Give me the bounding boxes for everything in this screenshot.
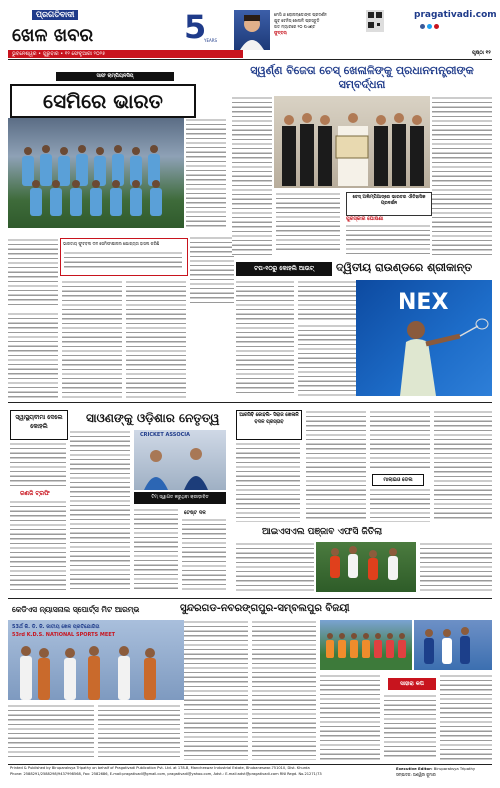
lead-col-2 — [62, 280, 122, 398]
bottom-right-headline: ସୁନ୍ଦରଗଡ-ନବରଙ୍ଗପୁର-ସମ୍ବଲପୁର ବିଜୟୀ — [180, 603, 350, 614]
dateline-bar — [8, 50, 243, 58]
anniversary-number: 5 — [184, 8, 207, 46]
mid-right-sub-box — [372, 474, 424, 486]
lead-col-4 — [190, 236, 234, 306]
teaser-3: ଗତ ମ୍ୟାଚରେ ୨୦ ପଏଣ୍ଟ — [274, 24, 316, 29]
bottom-col-2 — [252, 620, 316, 760]
mid-right-col-4 — [370, 488, 430, 522]
footer-rule — [8, 764, 492, 765]
editor-line-2: ସମ୍ପାଦକ: ଅଶ୍ୱିନୀ କୁମାର — [396, 772, 436, 777]
kabaddi-col-2 — [420, 542, 492, 594]
photo-sign-cricket: CRICKET ASSOCIA — [140, 432, 190, 438]
mid-center-col-2 — [134, 508, 178, 590]
lead-col-1 — [8, 312, 58, 398]
pm-headline: ସ୍ୱର୍ଣ୍ଣ ବିଜେତା ଚେସ୍ ଖେଳାଳିଙ୍କୁ ପ୍ରଧାନମନ୍ତ୍ରୀଙ୍କ ସମ୍ବର୍ଦ୍ଧନା — [250, 64, 474, 91]
editor-label: Executive Editor: — [396, 766, 433, 771]
lead-caption: ଭାରତୀୟ ଫୁଟବଲ ଦଳ ସେମିଫାଇନାଲ ଯୋଗ୍ୟତା ହାସଲ କରିଛି — [63, 241, 160, 246]
mid-center-col-3 — [182, 518, 226, 590]
twitter-icon[interactable] — [427, 24, 432, 29]
page-number: ପୃଷ୍ଠା ୧୨ — [472, 50, 491, 56]
kds-banner-photo — [8, 620, 184, 700]
mid-left-col-a — [10, 442, 66, 486]
srikanth-headline: ଦ୍ୱିତୀୟ ରାଉଣ୍ଡରେ ଶ୍ରୀକାନ୍ତ — [336, 261, 473, 274]
bottom-col-3 — [320, 674, 380, 760]
lead-headline-box — [10, 84, 196, 118]
srikanth-col-1 — [236, 280, 294, 396]
srikanth-col-3 — [298, 324, 356, 396]
kohli-side-bar — [236, 262, 332, 276]
mid-center-col-1 — [70, 430, 130, 590]
mid-center-photo — [134, 430, 226, 490]
srikanth-col-2 — [298, 280, 356, 320]
team-photo — [320, 620, 412, 670]
bottom-col-4 — [384, 694, 436, 760]
mid-right-col-1 — [236, 442, 300, 522]
brand-name: ପ୍ରଗତିବାଦୀ — [32, 10, 78, 20]
pm-sub-red: ପୁରସ୍କାର ଘୋଷଣା — [346, 216, 384, 222]
footer-line-2: Phone: 2588291/2588298/9437998568, Fax: 2582686, E-mail:pragativadi@gmail.com, pragativadi@yahoo.com, Advt.: E-mail:advt@pragativadi.com RNI Regd. No.21271/73 — [10, 772, 322, 776]
pm-col-3 — [346, 224, 430, 256]
bottom-col-left-b — [98, 704, 180, 760]
bottom-col-left-a — [8, 704, 94, 760]
anniversary-label: YEARS — [204, 38, 218, 43]
teaser-red: ଫୁଟ୍ବଲ୍ — [274, 30, 287, 35]
pm-sub-box — [346, 192, 432, 216]
mid-left-head-box — [10, 410, 68, 440]
mid-left-head: ସ୍ୱାସ୍ଥ୍ୟବୀମା ଦେଲେ କୋହଲି — [15, 414, 63, 430]
pm-sub-box-text: ଚେସ୍ ଅଲିମ୍ପିଆଡ୍ରେ ଭାରତର ଐତିହାସିକ ପ୍ରଦର୍ଶନ — [352, 195, 426, 206]
lead-col-3 — [126, 280, 186, 398]
red-box-text: ସାହାରା କପ — [400, 681, 424, 687]
red-box — [388, 678, 436, 690]
bottom-rule — [8, 598, 492, 599]
teaser-1: ମେସି ଓ ରୋନାଲ୍ଡୋଙ୍କ ପ୍ରଦର୍ଶନ — [274, 12, 327, 17]
brand-bar — [8, 10, 124, 20]
social-icons — [390, 24, 490, 30]
lead-caption-box — [60, 238, 188, 276]
mid-center-head: ସାଓଣଙ୍କୁ ଓଡ଼ିଶାର ନେତୃତ୍ୱ — [86, 411, 220, 425]
pm-col-4 — [432, 96, 492, 256]
banner-line-1: 53ର୍ଥ କି. ଡି. ଜି. ଜାତୀୟ ଖେଳ ପ୍ରତିଯୋଗିତା — [12, 624, 100, 630]
qr-code — [366, 10, 384, 32]
mid-center-caption-bar — [134, 492, 226, 504]
website[interactable]: pragativadi.com — [414, 10, 497, 20]
pm-photo — [274, 96, 430, 188]
mid-right-sub: ମାଲାଇଓ ଡେଲ — [383, 477, 413, 483]
lead-side-text — [186, 118, 226, 230]
masthead-rule — [8, 59, 492, 60]
mid-right-col-5 — [434, 410, 492, 522]
top-teasers — [274, 12, 358, 36]
teaser-2: ଯୁବ ଟେନିସ୍ ଖେଳାଳି ପ୍ରସ୍ତୁତି — [274, 18, 320, 23]
kabaddi-photo — [316, 542, 416, 592]
lead-headline: ସେମିରେ ଭାରତ — [43, 89, 163, 113]
footer-line-1: Printed & Published by Biruparaksya Tripathy on behalf of Pragativadi Publication Pvt. Ltd. at 178-B, Mancheswar Industrial Estate, Bhubaneswar-751010, Dist. Khurda — [10, 766, 310, 770]
kohli-side-head: ଟପ-୧୦ରୁ କୋହଲି ଆଉଟ୍ — [254, 265, 314, 272]
match-photo — [414, 620, 492, 670]
bottom-col-1 — [184, 620, 248, 760]
photo-sign-nex: NEX — [398, 290, 449, 315]
lead-kicker-bar — [56, 72, 174, 81]
mid-right-col-3 — [370, 410, 430, 470]
banner-line-2: 53rd K.D.S. NATIONAL SPORTS MEET — [12, 632, 116, 638]
editor-name: Biruparaksya Tripathy — [433, 766, 476, 771]
mid-left-sub: ରଣଜି ଟ୍ରଫି — [20, 490, 50, 497]
bottom-col-5 — [440, 674, 492, 760]
mid-rule — [8, 402, 492, 403]
section-title: ଖେଳ ଖବର — [12, 25, 94, 46]
mid-right-head: ଆରସିବି କୋହଲି- ସିରାଜ ଖେଳାଳି ବଦଳ ପ୍ରସ୍ତାବ — [239, 413, 299, 425]
kabaddi-headline: ଆଇଏସଏଲ ପଞ୍ଜାବ ଏଫସି ଜିତିଲା — [262, 527, 383, 537]
mid-left-col-b — [10, 500, 66, 590]
lead-team-photo — [8, 118, 184, 228]
mid-center-caption: ଟିମ୍ ସ୍ୱାଗତ କରୁଥିବା କ୍ରୀଡ଼ାବିତ — [151, 495, 209, 500]
lead-col-1-top — [8, 238, 58, 308]
lead-kicker: ସାଫ ଚାମ୍ପିୟନସିପ୍ — [96, 73, 134, 79]
bottom-left-headline: କେଡିଏସ ନ୍ୟାସନାଲ ସ୍ପୋର୍ଟ୍ସ ମିଟ ଆରମ୍ଭ — [12, 605, 140, 614]
anniversary-logo — [178, 8, 226, 48]
mid-right-col-2 — [306, 410, 366, 522]
pm-col-1 — [232, 96, 272, 256]
dateline: ଭୁବନେଶ୍ୱର • ଗୁରୁବାର • ୧୨ ଫେବୃଆରୀ ୨୦୨୫ — [12, 51, 106, 57]
footer-editor — [396, 766, 492, 771]
mid-center-sub: ଟେଷ୍ଟ ଦଳ — [184, 510, 206, 516]
pm-col-2 — [276, 192, 340, 252]
teaser-photo — [234, 10, 270, 50]
kabaddi-col-1 — [236, 542, 314, 594]
srikanth-photo — [356, 280, 492, 396]
mid-right-head-box — [236, 410, 302, 440]
facebook-icon[interactable] — [420, 24, 425, 29]
youtube-icon[interactable] — [434, 24, 439, 29]
